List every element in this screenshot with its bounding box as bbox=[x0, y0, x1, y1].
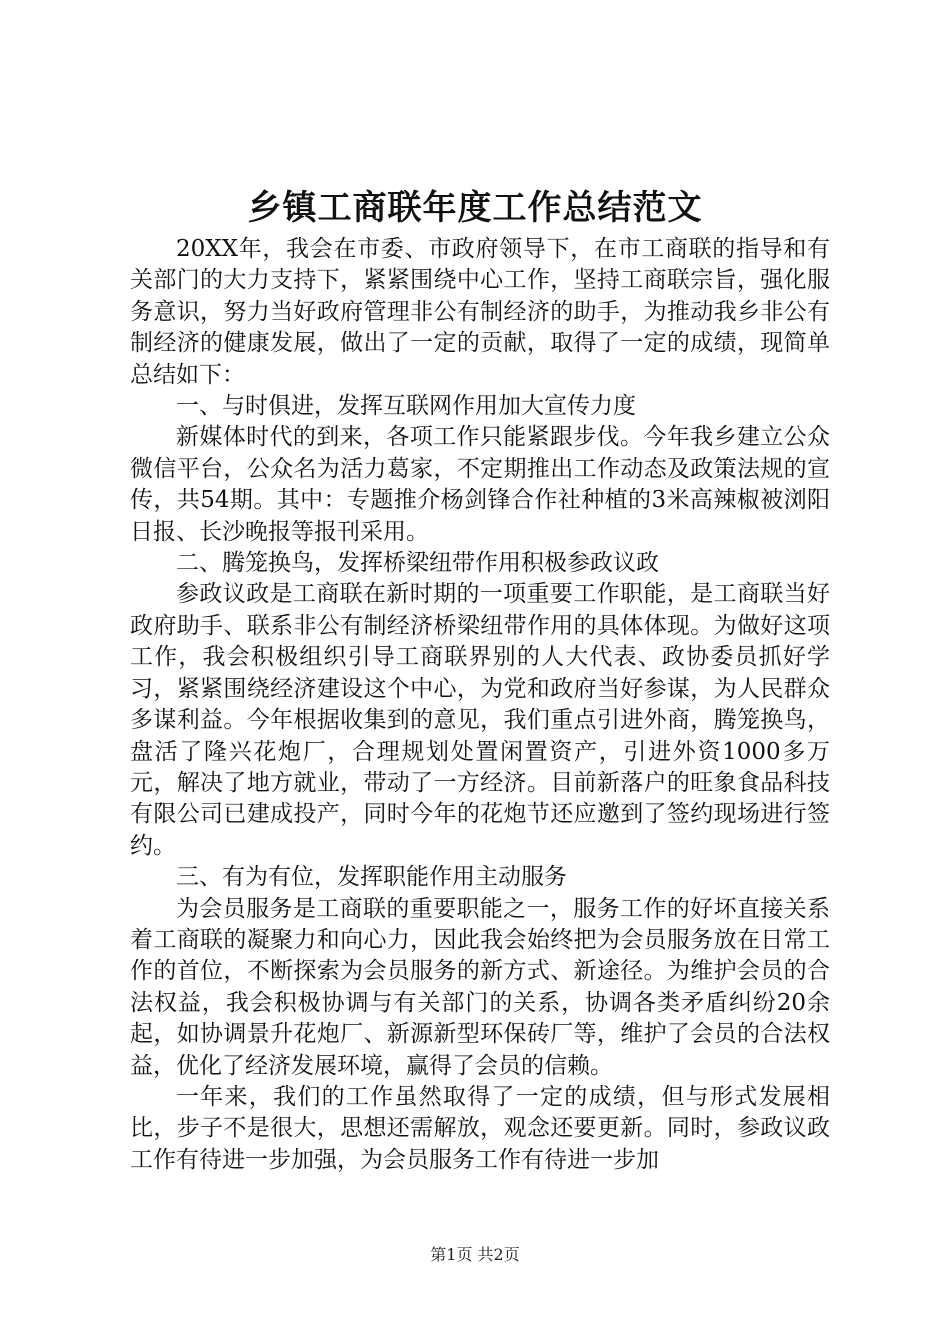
section-2-heading: 二、腾笼换鸟，发挥桥梁纽带作用积极参政议政 bbox=[176, 550, 659, 577]
closing-paragraph: 一年来，我们的工作虽然取得了一定的成绩，但与形式发展相比，步子不是很大，思想还需解放，观念还要更新。同时，参政议政工作有待进一步加强，为会员服务工作有待进一步加 bbox=[130, 1083, 830, 1173]
section-1-heading: 一、与时俱进，发挥互联网作用加大宣传力度 bbox=[176, 393, 636, 420]
section-3-paragraph: 为会员服务是工商联的重要职能之一，服务工作的好坏直接关系着工商联的凝聚力和向心力，因此我会始终把为会员服务放在日常工作的首位，不断探索为会员服务的新方式、新途径。为维护会员的合法权益，我会积极协调与有关部门的关系，协调各类矛盾纠纷20余起，如协调景升花炮厂、新源新型环保砖厂等，维护了会员的合法权益，优化了经济发展环境，赢得了会员的信赖。 bbox=[130, 895, 830, 1079]
document-title: 乡镇工商联年度工作总结范文 bbox=[247, 188, 703, 228]
section-3-heading: 三、有为有位，发挥职能作用主动服务 bbox=[176, 864, 567, 891]
intro-paragraph: 20XX年，我会在市委、市政府领导下，在市工商联的指导和有关部门的大力支持下，紧紧围绕中心工作，坚持工商联宗旨，强化服务意识，努力当好政府管理非公有制经济的助手，为推动我乡非公有制经济的健康发展，做出了一定的贡献，取得了一定的成绩，现简单总结如下： bbox=[130, 236, 830, 388]
section-1-paragraph: 新媒体时代的到来，各项工作只能紧跟步伐。今年我乡建立公众微信平台，公众名为活力葛家，不定期推出工作动态及政策法规的宣传，共54期。其中：专题推介杨剑锋合作社种植的3米高辣椒被浏阳日报、长沙晚报等报刊采用。 bbox=[130, 424, 830, 545]
document-body bbox=[130, 234, 830, 1176]
section-2-paragraph: 参政议政是工商联在新时期的一项重要工作职能，是工商联当好政府助手、联系非公有制经济桥梁纽带作用的具体体现。为做好这项工作，我会积极组织引导工商联界别的人大代表、政协委员抓好学习，紧紧围绕经济建设这个中心，为党和政府当好参谋，为人民群众多谋利益。今年根据收集到的意见，我们重点引进外商，腾笼换鸟，盘活了隆兴花炮厂，合理规划处置闲置资产，引进外资1000多万元，解决了地方就业，带动了一方经济。目前新落户的旺象食品科技有限公司已建成投产，同时今年的花炮节还应邀到了签约现场进行签约。 bbox=[130, 581, 830, 859]
page-footer: 第1页 共2页 bbox=[430, 1245, 520, 1264]
